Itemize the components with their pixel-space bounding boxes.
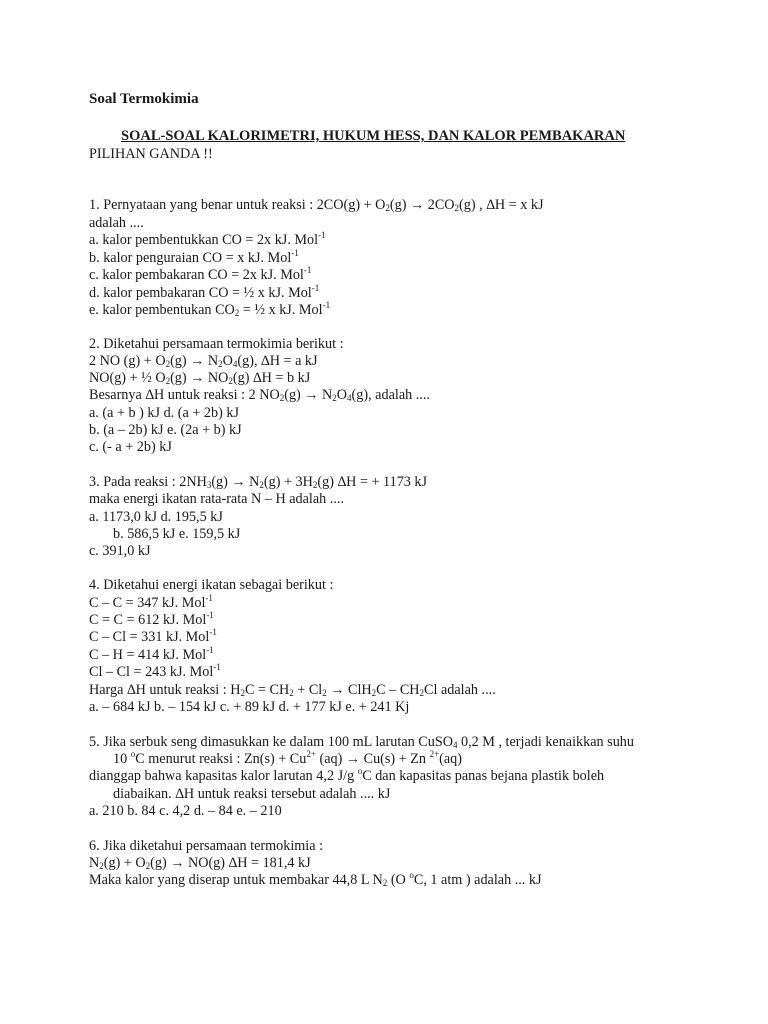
q1-option-a: a. kalor pembentukkan CO = 2x kJ. Mol$^{-1}$ — [89, 230, 326, 248]
q5-stem: 5. Jika serbuk seng dimasukkan ke dalam 100 mL larutan CuSO$_4$ 0,2 M , terjadi kenaikkan suhu — [89, 734, 634, 750]
q1-option-c: c. kalor pembakaran CO = 2x kJ. Mol$^{-1}$ — [89, 265, 312, 283]
q5-options: a. 210 b. 84 c. 4,2 d. – 84 e. – 210 — [89, 803, 282, 819]
q6-stem: 6. Jika diketahui persamaan termokimia : — [89, 838, 324, 854]
section-heading: SOAL-SOAL KALORIMETRI, HUKUM HESS, DAN KALOR PEMBAKARAN — [121, 128, 626, 144]
section-subheading: PILIHAN GANDA !! — [89, 146, 213, 162]
q4-bond-ch: C – H = 414 kJ. Mol$^{-1}$ — [89, 645, 214, 663]
q1-option-e: e. kalor pembentukan $CO_2$ = ½ x kJ. Mol$^{-1}$ — [89, 300, 331, 318]
q5-assumption: dianggap bahwa kapasitas kalor larutan 4,2 J/g $^o$C dan kapasitas panas bejana plastik boleh — [89, 766, 605, 784]
q2-option-c: c. (- a + 2b) kJ — [89, 439, 172, 455]
q4-bond-clcl: Cl – Cl = 243 kJ. Mol$^{-1}$ — [89, 662, 221, 680]
q1-option-b: b. kalor penguraian CO = x kJ. Mol$^{-1}$ — [89, 248, 299, 266]
q4-question: Harga ∆H untuk reaksi : $H_2C = CH_2 + Cl_2 \to ClH_2C - CH_2Cl$ adalah .... — [89, 682, 496, 698]
q2-options-be: b. (a – 2b) kJ e. (2a + b) kJ — [89, 422, 242, 438]
q5-reaction: 10 $^o$C menurut reaksi : $Zn(s) + Cu^{2+}$ (aq) → Cu(s) + Zn $^{2+}$(aq) — [113, 749, 462, 767]
q4-bond-ccl: C – Cl = 331 kJ. Mol$^{-1}$ — [89, 627, 217, 645]
q3-options-ad: a. 1173,0 kJ d. 195,5 kJ — [89, 509, 223, 525]
q5-question: diabaikan. ∆H untuk reaksi tersebut adalah .... kJ — [113, 786, 391, 802]
q2-stem: 2. Diketahui persamaan termokimia berikut : — [89, 336, 344, 352]
doc-title: Soal Termokimia — [89, 91, 199, 107]
q1-stem-cont: adalah .... — [89, 215, 144, 231]
q3-question: maka energi ikatan rata-rata N – H adalah .... — [89, 491, 344, 507]
q2-equation-1: 2 NO $(g) + O_2(g) \to N_2O_4(g)$, ∆H = a kJ — [89, 353, 318, 369]
q2-options-ad: a. (a + b ) kJ d. (a + 2b) kJ — [89, 405, 239, 421]
q2-question: Besarnya ∆H untuk reaksi : 2 $NO_2(g) \to N_2O_4(g)$, adalah .... — [89, 387, 430, 403]
q3-stem: 3. Pada reaksi : $2NH_3(g) \to N_2(g) + 3H_2(g) \Delta H$ = + 1173 kJ — [89, 474, 428, 490]
q1-stem: 1. Pernyataan yang benar untuk reaksi : $2CO(g) + O_2(g) \to 2CO_2(g)$ , ∆H = x kJ — [89, 197, 544, 213]
q6-question: Maka kalor yang diserap untuk membakar 44,8 L $N_2$ (O $^o$C, 1 atm ) adalah ... kJ — [89, 870, 542, 888]
q4-bond-c-double-c: C = C = 612 kJ. Mol$^{-1}$ — [89, 610, 214, 628]
q3-options-be: b. 586,5 kJ e. 159,5 kJ — [113, 526, 241, 542]
q1-option-d: d. kalor pembakaran CO = ½ x kJ. Mol$^{-1}$ — [89, 283, 320, 301]
q4-bond-cc: C – C = 347 kJ. Mol$^{-1}$ — [89, 593, 213, 611]
q3-option-c: c. 391,0 kJ — [89, 543, 151, 559]
q6-equation: $N_2(g) + O_2(g) \to NO(g) \Delta H = 181,4$ kJ — [89, 855, 311, 871]
q4-stem: 4. Diketahui energi ikatan sebagai berikut : — [89, 577, 334, 593]
q4-options: a. – 684 kJ b. – 154 kJ c. + 89 kJ d. + 177 kJ e. + 241 Kj — [89, 699, 410, 715]
q2-equation-2: NO(g) + ½ $O_2(g) \to NO_2(g) \Delta H = b$ kJ — [89, 370, 311, 386]
